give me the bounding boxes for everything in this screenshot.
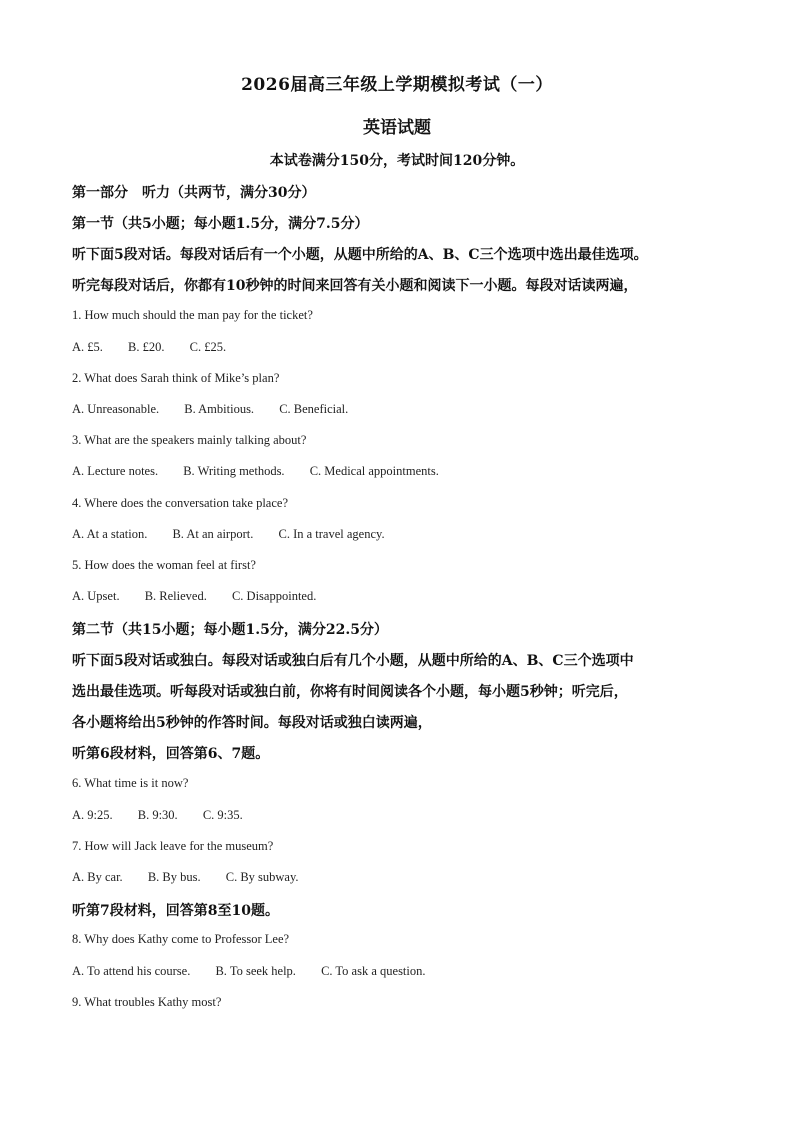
- question-text: 3. What are the speakers mainly talking about?: [72, 433, 307, 447]
- question-text: 1. How much should the man pay for the ticket?: [72, 308, 313, 322]
- option-a[interactable]: A. Upset.: [72, 589, 120, 603]
- question-options: [72, 589, 316, 604]
- subject-title: 英语试题: [363, 118, 431, 138]
- option-b[interactable]: B. By bus.: [147, 870, 201, 884]
- question-options: [72, 964, 426, 979]
- option-c[interactable]: C. Medical appointments.: [309, 464, 439, 478]
- question-text: 4. Where does the conversation take place?: [72, 496, 288, 510]
- part1-heading: 第一部分 听力（共两节，满分30分）: [72, 185, 316, 201]
- option-b[interactable]: B. At an airport.: [172, 527, 254, 541]
- section2-heading: 第二节（共15小题；每小题1.5分，满分22.5分）: [72, 622, 388, 638]
- question-options: [72, 340, 226, 355]
- section2-instruction-line: 听下面5段对话或独白。每段对话或独白后有几个小题，从题中所给的A、B、C三个选项中: [72, 653, 634, 669]
- option-b[interactable]: B. £20.: [128, 340, 165, 354]
- option-c[interactable]: C. By subway.: [225, 870, 299, 884]
- question-text: 7. How will Jack leave for the museum?: [72, 839, 274, 853]
- question-text: 8. Why does Kathy come to Professor Lee?: [72, 932, 290, 946]
- option-a[interactable]: A. Lecture notes.: [72, 464, 159, 478]
- question-options: [72, 464, 439, 479]
- exam-info: 本试卷满分150分，考试时间120分钟。: [269, 153, 525, 169]
- option-a[interactable]: A. By car.: [72, 870, 123, 884]
- option-a[interactable]: A. To attend his course.: [72, 964, 191, 978]
- option-a[interactable]: A. At a station.: [72, 527, 148, 541]
- section1-instruction-line: 听完每段对话后，你都有10秒钟的时间来回答有关小题和阅读下一小题。每段对话读两遍，: [72, 278, 638, 294]
- option-a[interactable]: A. Unreasonable.: [72, 402, 160, 416]
- section2-instruction-line: 各小题将给出5秒钟的作答时间。每段对话或独白读两遍，: [72, 715, 432, 731]
- material-6-heading: 听第6段材料，回答第6、7题。: [72, 746, 270, 762]
- question-text: 9. What troubles Kathy most?: [72, 995, 222, 1009]
- option-a[interactable]: A. 9:25.: [72, 808, 113, 822]
- question-options: [72, 808, 243, 823]
- option-b[interactable]: B. Relieved.: [144, 589, 207, 603]
- material-7-heading: 听第7段材料，回答第8至10题。: [72, 903, 279, 919]
- question-options: [72, 870, 299, 885]
- option-c[interactable]: C. Beneficial.: [279, 402, 349, 416]
- option-c[interactable]: C. £25.: [189, 340, 227, 354]
- option-b[interactable]: B. To seek help.: [215, 964, 296, 978]
- option-c[interactable]: C. 9:35.: [202, 808, 243, 822]
- option-c[interactable]: C. To ask a question.: [321, 964, 426, 978]
- option-b[interactable]: B. Writing methods.: [183, 464, 285, 478]
- question-text: 5. How does the woman feel at first?: [72, 558, 256, 572]
- exam-title: 2026届高三年级上学期模拟考试（一）: [241, 75, 553, 95]
- option-a[interactable]: A. £5.: [72, 340, 103, 354]
- question-text: 2. What does Sarah think of Mike’s plan?: [72, 371, 280, 385]
- option-c[interactable]: C. In a travel agency.: [278, 527, 385, 541]
- question-options: [72, 402, 348, 417]
- option-c[interactable]: C. Disappointed.: [231, 589, 317, 603]
- option-b[interactable]: B. Ambitious.: [184, 402, 255, 416]
- option-b[interactable]: B. 9:30.: [137, 808, 178, 822]
- question-options: [72, 527, 385, 542]
- section2-instruction-line: 选出最佳选项。听每段对话或独白前，你将有时间阅读各个小题，每小题5秒钟；听完后，: [72, 684, 628, 700]
- section1-heading: 第一节（共5小题；每小题1.5分，满分7.5分）: [72, 216, 369, 232]
- question-text: 6. What time is it now?: [72, 776, 189, 790]
- section1-instruction-line: 听下面5段对话。每段对话后有一个小题，从题中所给的A、B、C三个选项中选出最佳选项。: [72, 247, 648, 263]
